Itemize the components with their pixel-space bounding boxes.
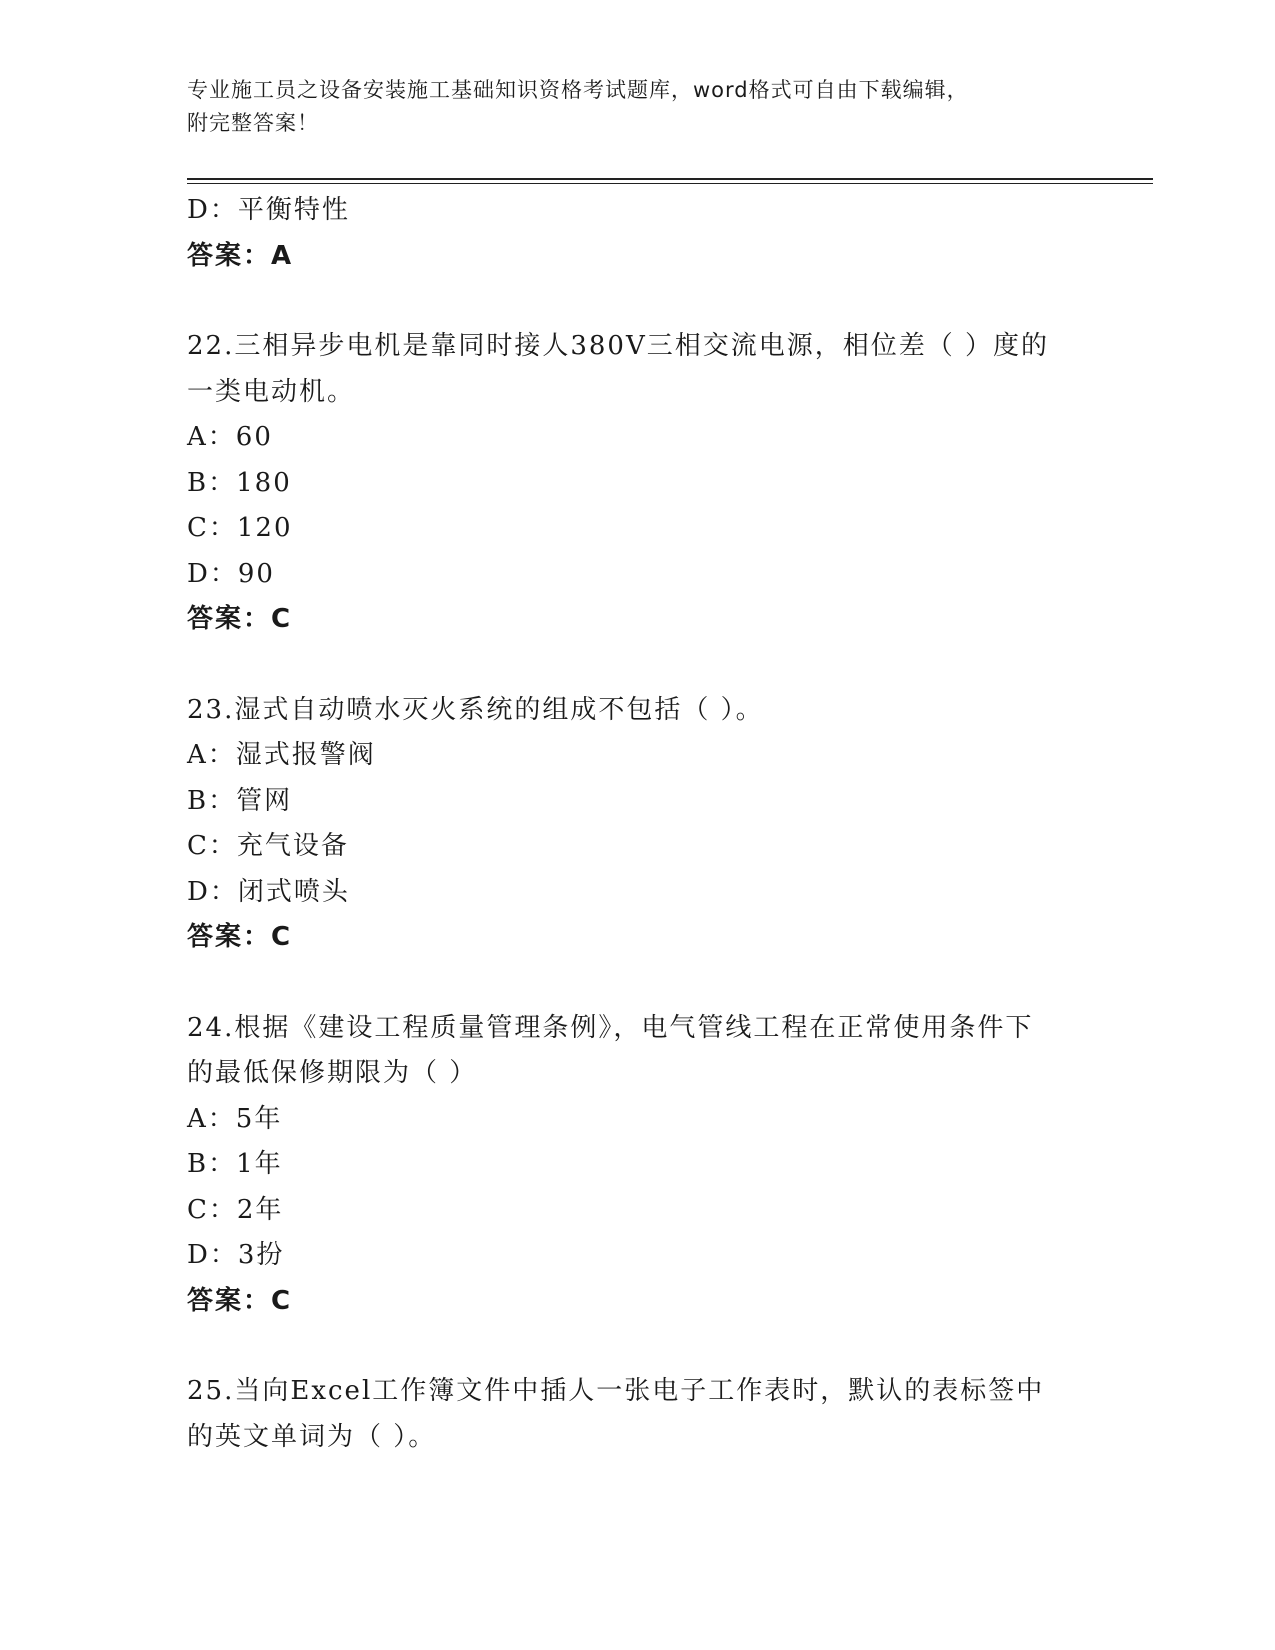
header-divider-thick	[187, 178, 1153, 180]
option-a: A：5年	[187, 1103, 283, 1134]
answer-line: 答案：C	[187, 604, 293, 634]
question-stem-line-1: 22.三相异步电机是靠同时接人380V三相交流电源，相位差（ ）度的	[187, 331, 1050, 361]
option-d: D：闭式喷头	[187, 876, 350, 907]
option-d: D：3扮	[187, 1240, 285, 1270]
option-c: C：120	[187, 513, 293, 543]
option-c: C：充气设备	[187, 831, 349, 861]
header-divider-thin	[187, 183, 1153, 184]
answer-line: 答案：C	[187, 922, 293, 952]
question-stem-line-2: 的英文单词为（ ）。	[187, 1421, 437, 1452]
option-d: D：平衡特性	[187, 195, 350, 225]
option-b: B：180	[187, 467, 292, 498]
answer-line: 答案：A	[187, 240, 294, 271]
question-23	[187, 688, 1087, 961]
question-stem-line-1: 25.当向Excel工作簿文件中插人一张电子工作表时，默认的表标签中	[187, 1376, 1045, 1406]
question-stem-line-2: 的最低保修期限为（ ）	[187, 1058, 478, 1088]
answer-line: 答案：C	[187, 1285, 293, 1316]
question-stem-line-1: 23.湿式自动喷水灭火系统的组成不包括（ ）。	[187, 694, 764, 725]
option-d: D：90	[187, 558, 275, 589]
option-b: B：1年	[187, 1149, 283, 1179]
option-c: C：2年	[187, 1194, 284, 1225]
document-header	[187, 74, 1087, 140]
question-22	[187, 324, 1087, 643]
option-a: A：60	[187, 422, 273, 452]
header-line-1: 专业施工员之设备安装施工基础知识资格考试题库，word格式可自由下载编辑，	[187, 78, 969, 102]
question-25	[187, 1369, 1087, 1460]
option-b: B：管网	[187, 785, 293, 816]
question-stem-line-1: 24.根据《建设工程质量管理条例》，电气管线工程在正常使用条件下	[187, 1012, 1034, 1043]
question-stem-line-2: 一类电动机。	[187, 376, 356, 407]
header-line-2: 附完整答案！	[187, 111, 319, 135]
document-body	[187, 188, 1087, 1460]
option-a: A：湿式报警阀	[187, 740, 376, 770]
question-24	[187, 1006, 1087, 1325]
